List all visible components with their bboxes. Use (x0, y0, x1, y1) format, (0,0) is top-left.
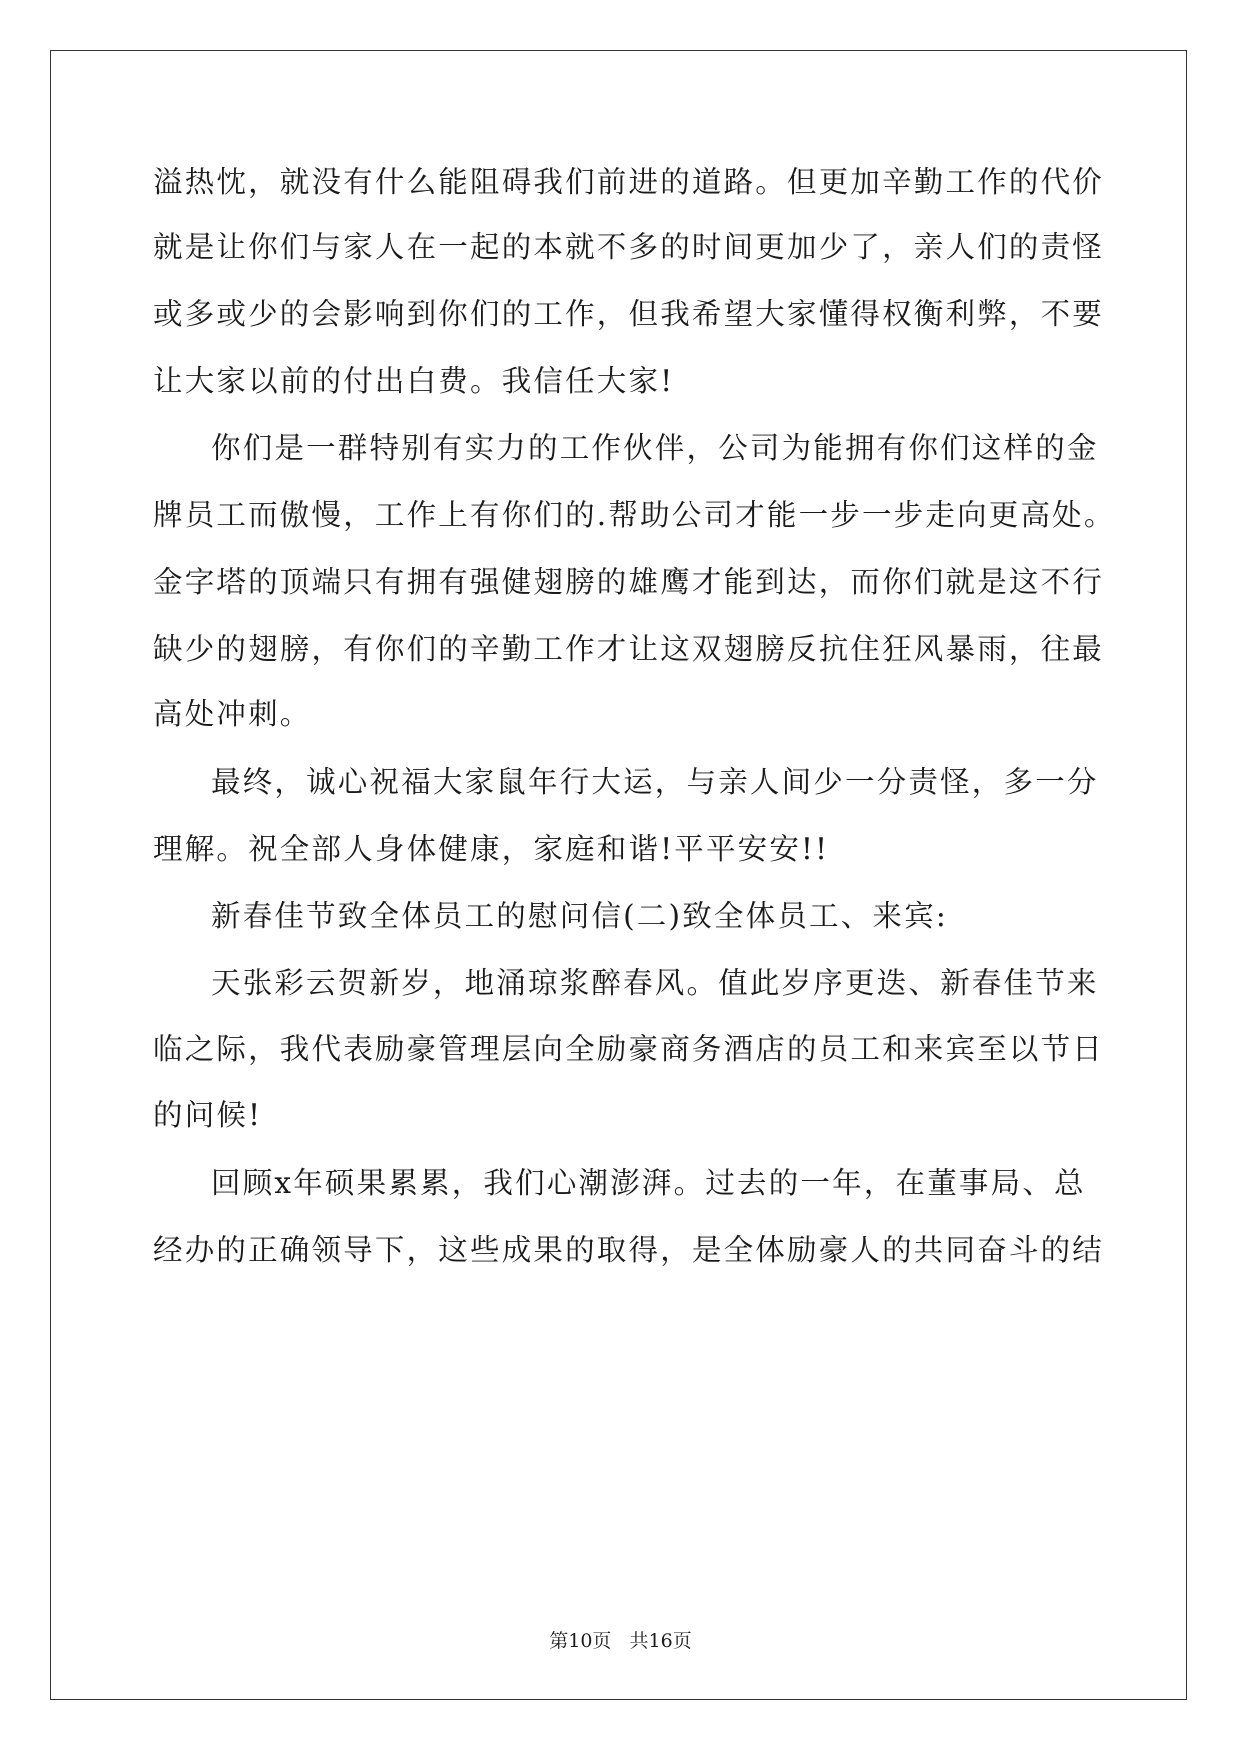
text-line: 溢热忱，就没有什么能阻碍我们前进的道路。但更加辛勤工作的代价 (153, 165, 1105, 199)
text-line: 经办的正确领导下，这些成果的取得，是全体励豪人的共同奋斗的结 (153, 1233, 1105, 1267)
text-line: 最终，诚心祝福大家鼠年行大运，与亲人间少一分责怪，多一分 (211, 765, 1099, 799)
text-line: 临之际，我代表励豪管理层向全励豪商务酒店的员工和来宾至以节日 (153, 1032, 1105, 1066)
text-line: 让大家以前的付出白费。我信任大家! (153, 364, 675, 398)
text-line: 回顾x年硕果累累，我们心潮澎湃。过去的一年，在董事局、总 (211, 1166, 1086, 1200)
text-line: 高处冲刺。 (153, 697, 312, 731)
text-line: 新春佳节致全体员工的慰问信(二)致全体员工、来宾: (211, 899, 948, 933)
text-line: 金字塔的顶端只有拥有强健翅膀的雄鹰才能到达，而你们就是这不行 (153, 565, 1105, 599)
text-line: 的问候! (153, 1098, 263, 1132)
text-line: 缺少的翅膀，有你们的辛勤工作才让这双翅膀反抗住狂风暴雨，往最 (153, 632, 1105, 666)
text-line: 理解。祝全部人身体健康，家庭和谐!平平安安!! (153, 832, 830, 866)
text-line: 就是让你们与家人在一起的本就不多的时间更加少了，亲人们的责怪 (153, 230, 1105, 264)
text-line: 或多或少的会影响到你们的工作，但我希望大家懂得权衡利弊，不要 (153, 297, 1105, 331)
text-line: 你们是一群特别有实力的工作伙伴，公司为能拥有你们这样的金 (211, 431, 1099, 465)
text-line: 牌员工而傲慢，工作上有你们的.帮助公司才能一步一步走向更高处。 (153, 498, 1116, 532)
text-line: 天张彩云贺新岁，地涌琼浆醉春风。值此岁序更迭、新春佳节来 (211, 966, 1099, 1000)
page-number-footer: 第10页 共16页 (549, 1630, 692, 1652)
